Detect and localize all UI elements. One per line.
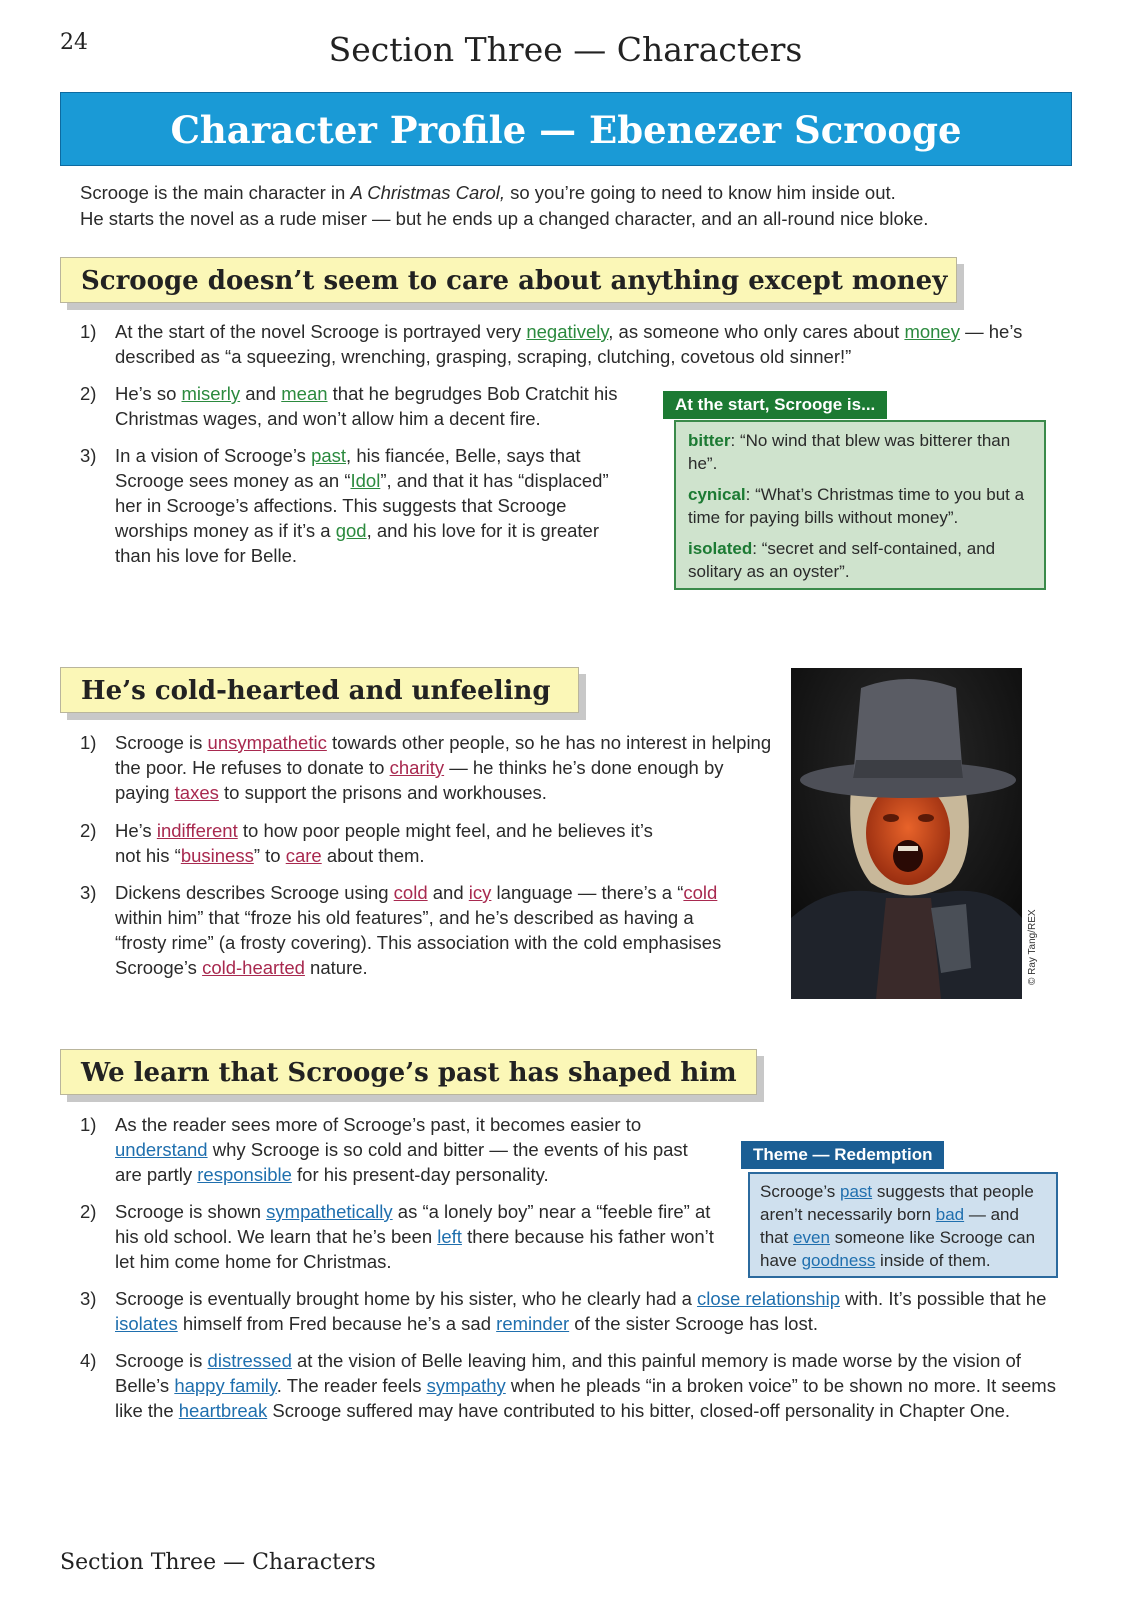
text-run: — and that	[760, 1205, 1019, 1247]
title-banner	[60, 92, 1072, 166]
section-heading-past	[60, 1049, 757, 1095]
text-run: ”, and that it has “displaced” her in Scrooge’s affections. This suggests that Scrooge worships money as if it’s a	[115, 470, 609, 541]
entry-label: cynical	[688, 485, 746, 504]
page-number: 24	[60, 30, 88, 55]
key-term: bad	[935, 1205, 965, 1224]
text-run: — he’s described as “a squeezing, wrenching, grasping, scraping, clutching, covetous old sinner!”	[115, 321, 1023, 367]
start-box-entry-cynical	[688, 483, 1032, 529]
key-term: happy family	[174, 1375, 277, 1396]
key-term: sympathy	[426, 1375, 506, 1396]
start-box-entry-bitter	[688, 429, 1032, 475]
key-term: even	[793, 1228, 830, 1247]
key-term: distressed	[207, 1350, 292, 1371]
text-run: towards other people, so he has no interest in helping the poor. He refuses to donate to	[115, 732, 772, 778]
point-text	[115, 443, 610, 568]
key-term: heartbreak	[178, 1400, 268, 1421]
text-run: as “a lonely boy” near a “feeble fire” at his old school. We learn that he’s been	[115, 1201, 711, 1247]
text-run: at the vision of Belle leaving him, and this painful memory is made worse by the vision of Belle’s	[115, 1350, 1021, 1396]
text-run: suggests that people aren’t necessarily born	[760, 1182, 1034, 1224]
point-text	[115, 1199, 730, 1274]
point-cold-3	[80, 880, 730, 980]
key-term: money	[904, 321, 960, 342]
text-run: At the start of the novel Scrooge is portrayed very	[115, 321, 527, 342]
key-term: business	[180, 845, 254, 866]
entry-text: : “No wind that blew was bitterer than he”.	[688, 431, 1011, 473]
text-run: with. It’s possible that he	[840, 1288, 1047, 1309]
start-box-entry-isolated	[688, 537, 1032, 583]
text-run: and	[240, 383, 282, 404]
point-number: 1)	[80, 732, 97, 753]
text-run: , and his love for it is greater than his love for Belle.	[115, 520, 599, 566]
section-heading-text: Scrooge doesn’t seem to care about anything except money	[81, 266, 948, 296]
text-run: to how poor people might feel, and he believes it’s not his “	[115, 820, 653, 866]
key-term: Idol	[350, 470, 381, 491]
text-run: Scrooge is eventually brought home by his sister, who he clearly had a	[115, 1288, 698, 1309]
text-run: inside of them.	[875, 1251, 991, 1270]
intro-text-2: so you’re going to need to know him inside out.	[504, 182, 896, 203]
section-heading-text: He’s cold-hearted and unfeeling	[81, 676, 551, 706]
point-number: 2)	[80, 1201, 97, 1222]
point-number: 1)	[80, 1114, 97, 1135]
key-term: god	[335, 520, 367, 541]
point-number: 2)	[80, 820, 97, 841]
point-number: 4)	[80, 1350, 97, 1371]
text-run: Scrooge is	[115, 732, 208, 753]
text-run: within him” that “froze his old features”, and he’s described as having a “frosty rime” (a frosty covering). This association with the cold emphasises Scrooge’s	[115, 907, 722, 978]
intro-line-2: He starts the novel as a rude miser — but he ends up a changed character, and an all-round nice bloke.	[80, 208, 929, 229]
point-money-3	[80, 443, 610, 568]
key-term: left	[437, 1226, 462, 1247]
section-heading-text: We learn that Scrooge’s past has shaped him	[81, 1058, 737, 1088]
text-run: language — there’s a “	[491, 882, 684, 903]
point-cold-1	[80, 730, 780, 805]
text-run: of the sister Scrooge has lost.	[569, 1313, 819, 1334]
point-past-2	[80, 1199, 730, 1274]
key-term: cold	[393, 882, 428, 903]
key-term: past	[840, 1182, 873, 1201]
text-run: about them.	[321, 845, 425, 866]
point-number: 3)	[80, 445, 97, 466]
entry-text: : “secret and self-contained, and solitary as an oyster”.	[688, 539, 996, 581]
point-text	[115, 1112, 700, 1187]
text-run: Scrooge’s	[760, 1182, 841, 1201]
book-title: A Christmas Carol,	[350, 182, 505, 203]
key-term: cold	[683, 882, 718, 903]
theme-box-title: Theme — Redemption	[741, 1141, 944, 1169]
text-run: there because his father won’t let him come home for Christmas.	[115, 1226, 714, 1272]
entry-label: bitter	[688, 431, 731, 450]
key-term: care	[285, 845, 322, 866]
key-term: reminder	[496, 1313, 570, 1334]
key-term: sympathetically	[266, 1201, 393, 1222]
text-run: He’s so	[115, 383, 182, 404]
text-run: He’s	[115, 820, 157, 841]
text-run: ” to	[253, 845, 286, 866]
section-heading-cold	[60, 667, 579, 713]
text-run: why Scrooge is so cold and bitter — the events of his past are partly	[115, 1139, 688, 1185]
point-money-1	[80, 319, 1070, 369]
text-run: . The reader feels	[276, 1375, 427, 1396]
section-heading-money	[60, 257, 957, 303]
point-text	[115, 818, 660, 868]
theme-box	[748, 1172, 1058, 1278]
text-run: , his fiancée, Belle, says that Scrooge sees money as an “	[115, 445, 581, 491]
point-number: 1)	[80, 321, 97, 342]
key-term: indifferent	[156, 820, 238, 841]
text-run: when he pleads “in a broken voice” to be shown no more. It seems like the	[115, 1375, 1056, 1421]
text-run: for his present-day personality.	[291, 1164, 549, 1185]
text-run: nature.	[304, 957, 368, 978]
text-run: someone like Scrooge can have	[760, 1228, 1036, 1270]
scrooge-illustration	[791, 668, 1022, 999]
point-text	[115, 1286, 1070, 1336]
point-text	[115, 319, 1070, 369]
point-text	[115, 880, 730, 980]
key-term: miserly	[181, 383, 241, 404]
key-term: past	[311, 445, 347, 466]
text-run: that he begrudges Bob Cratchit his Christmas wages, and won’t allow him a decent fire.	[115, 383, 618, 429]
point-money-2	[80, 381, 640, 431]
key-term: isolates	[115, 1313, 178, 1334]
entry-label: isolated	[688, 539, 753, 558]
key-term: taxes	[174, 782, 219, 803]
text-run: himself from Fred because he’s a sad	[177, 1313, 497, 1334]
text-run: In a vision of Scrooge’s	[115, 445, 312, 466]
key-term: negatively	[526, 321, 609, 342]
point-number: 3)	[80, 1288, 97, 1309]
point-number: 2)	[80, 383, 97, 404]
text-run: , as someone who only cares about	[608, 321, 905, 342]
section-header: Section Three — Characters	[328, 30, 803, 69]
theme-box-text	[760, 1180, 1046, 1272]
page-title: Character Profile — Ebenezer Scrooge	[170, 108, 962, 152]
point-number: 3)	[80, 882, 97, 903]
key-term: responsible	[197, 1164, 292, 1185]
point-cold-2	[80, 818, 660, 868]
text-run: and	[427, 882, 469, 903]
key-term: understand	[115, 1139, 208, 1160]
point-past-4	[80, 1348, 1070, 1423]
key-term: charity	[389, 757, 445, 778]
intro-text-1: Scrooge is the main character in	[80, 182, 351, 203]
point-text	[115, 381, 640, 431]
key-term: close relationship	[697, 1288, 840, 1309]
text-run: Scrooge suffered may have contributed to his bitter, closed-off personality in Chapter One.	[267, 1400, 1011, 1421]
text-run: Dickens describes Scrooge using	[115, 882, 394, 903]
point-text	[115, 1348, 1070, 1423]
start-box	[674, 420, 1046, 590]
text-run: — he thinks he’s done enough by paying	[115, 757, 724, 803]
key-term: unsympathetic	[207, 732, 327, 753]
key-term: icy	[468, 882, 492, 903]
point-past-3	[80, 1286, 1070, 1336]
text-run: Scrooge is shown	[115, 1201, 267, 1222]
scrooge-photo	[791, 668, 1022, 999]
text-run: to support the prisons and workhouses.	[218, 782, 547, 803]
intro-paragraph	[80, 180, 1070, 232]
key-term: cold-hearted	[202, 957, 305, 978]
photo-credit: © Ray Tang/REX	[1027, 909, 1038, 985]
point-text	[115, 730, 780, 805]
point-past-1	[80, 1112, 700, 1187]
key-term: goodness	[801, 1251, 876, 1270]
footer-section-label: Section Three — Characters	[60, 1550, 376, 1575]
start-box-title: At the start, Scrooge is...	[663, 391, 887, 419]
entry-text: : “What’s Christmas time to you but a time for paying bills without money”.	[688, 485, 1025, 527]
text-run: As the reader sees more of Scrooge’s past, it becomes easier to	[115, 1114, 642, 1135]
key-term: mean	[281, 383, 328, 404]
text-run: Scrooge is	[115, 1350, 208, 1371]
